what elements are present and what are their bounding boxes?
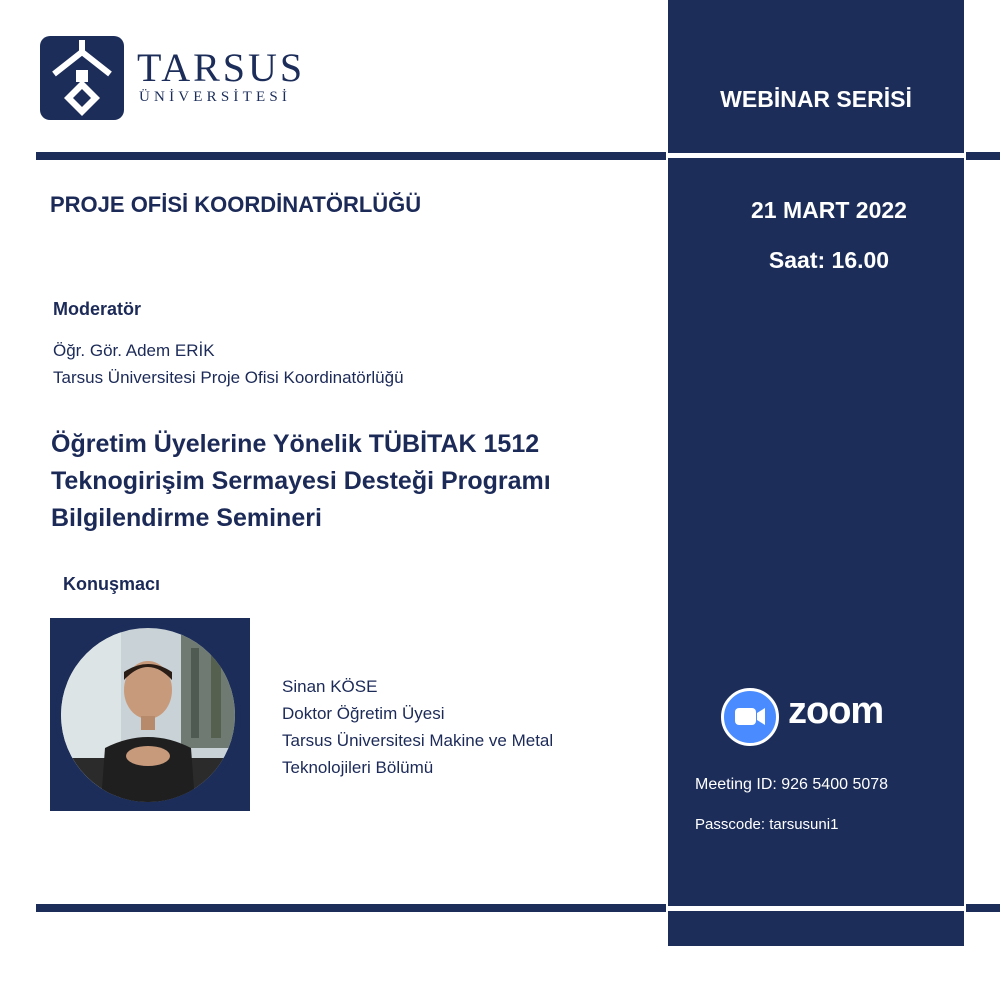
seminar-title	[51, 426, 551, 537]
logo-subtitle: ÜNİVERSİTESİ	[139, 89, 292, 105]
bottom-divider	[36, 904, 666, 912]
speaker-title: Doktor Öğretim Üyesi	[282, 704, 445, 723]
speaker-label: Konuşmacı	[63, 574, 161, 594]
seminar-title-line-2: Teknogirişim Sermayesi Desteği Programı	[51, 467, 551, 495]
seminar-title-line-3: Bilgilendirme Semineri	[51, 504, 322, 532]
event-date: 21 MART 2022	[751, 197, 907, 223]
top-divider-panel	[668, 153, 964, 158]
logo-emblem-icon	[40, 36, 124, 120]
event-time: Saat: 16.00	[768, 247, 890, 273]
moderator-label: Moderatör	[53, 299, 142, 319]
meeting-id: Meeting ID: 926 5400 5078	[695, 776, 889, 793]
bottom-divider-right	[966, 904, 1000, 912]
speaker-info	[282, 673, 553, 781]
series-title: WEBİNAR SERİSİ	[720, 86, 912, 112]
university-logo	[40, 36, 124, 120]
right-panel	[668, 0, 964, 946]
seminar-title-line-1: Öğretim Üyelerine Yönelik TÜBİTAK 1512	[51, 430, 540, 458]
office-title: PROJE OFİSİ KOORDİNATÖRLÜĞÜ	[50, 192, 422, 217]
zoom-logo-icon	[721, 688, 779, 746]
moderator-affiliation: Tarsus Üniversitesi Proje Ofisi Koordinatörlüğü	[53, 368, 404, 387]
speaker-portrait-icon	[61, 628, 235, 802]
passcode: Passcode: tarsusuni1	[695, 816, 839, 833]
speaker-name: Sinan KÖSE	[282, 677, 378, 696]
top-divider	[36, 152, 666, 160]
moderator-info	[53, 337, 404, 391]
speaker-photo	[55, 622, 241, 808]
moderator-name: Öğr. Gör. Adem ERİK	[53, 341, 215, 360]
zoom-wordmark: zoom	[788, 690, 884, 732]
logo-title: TARSUS	[137, 45, 306, 90]
top-divider-right	[966, 152, 1000, 160]
bottom-divider-panel	[668, 906, 964, 911]
speaker-department-line-1: Tarsus Üniversitesi Makine ve Metal	[282, 731, 554, 750]
speaker-department-line-2: Teknolojileri Bölümü	[282, 758, 434, 777]
video-camera-icon	[724, 691, 776, 743]
